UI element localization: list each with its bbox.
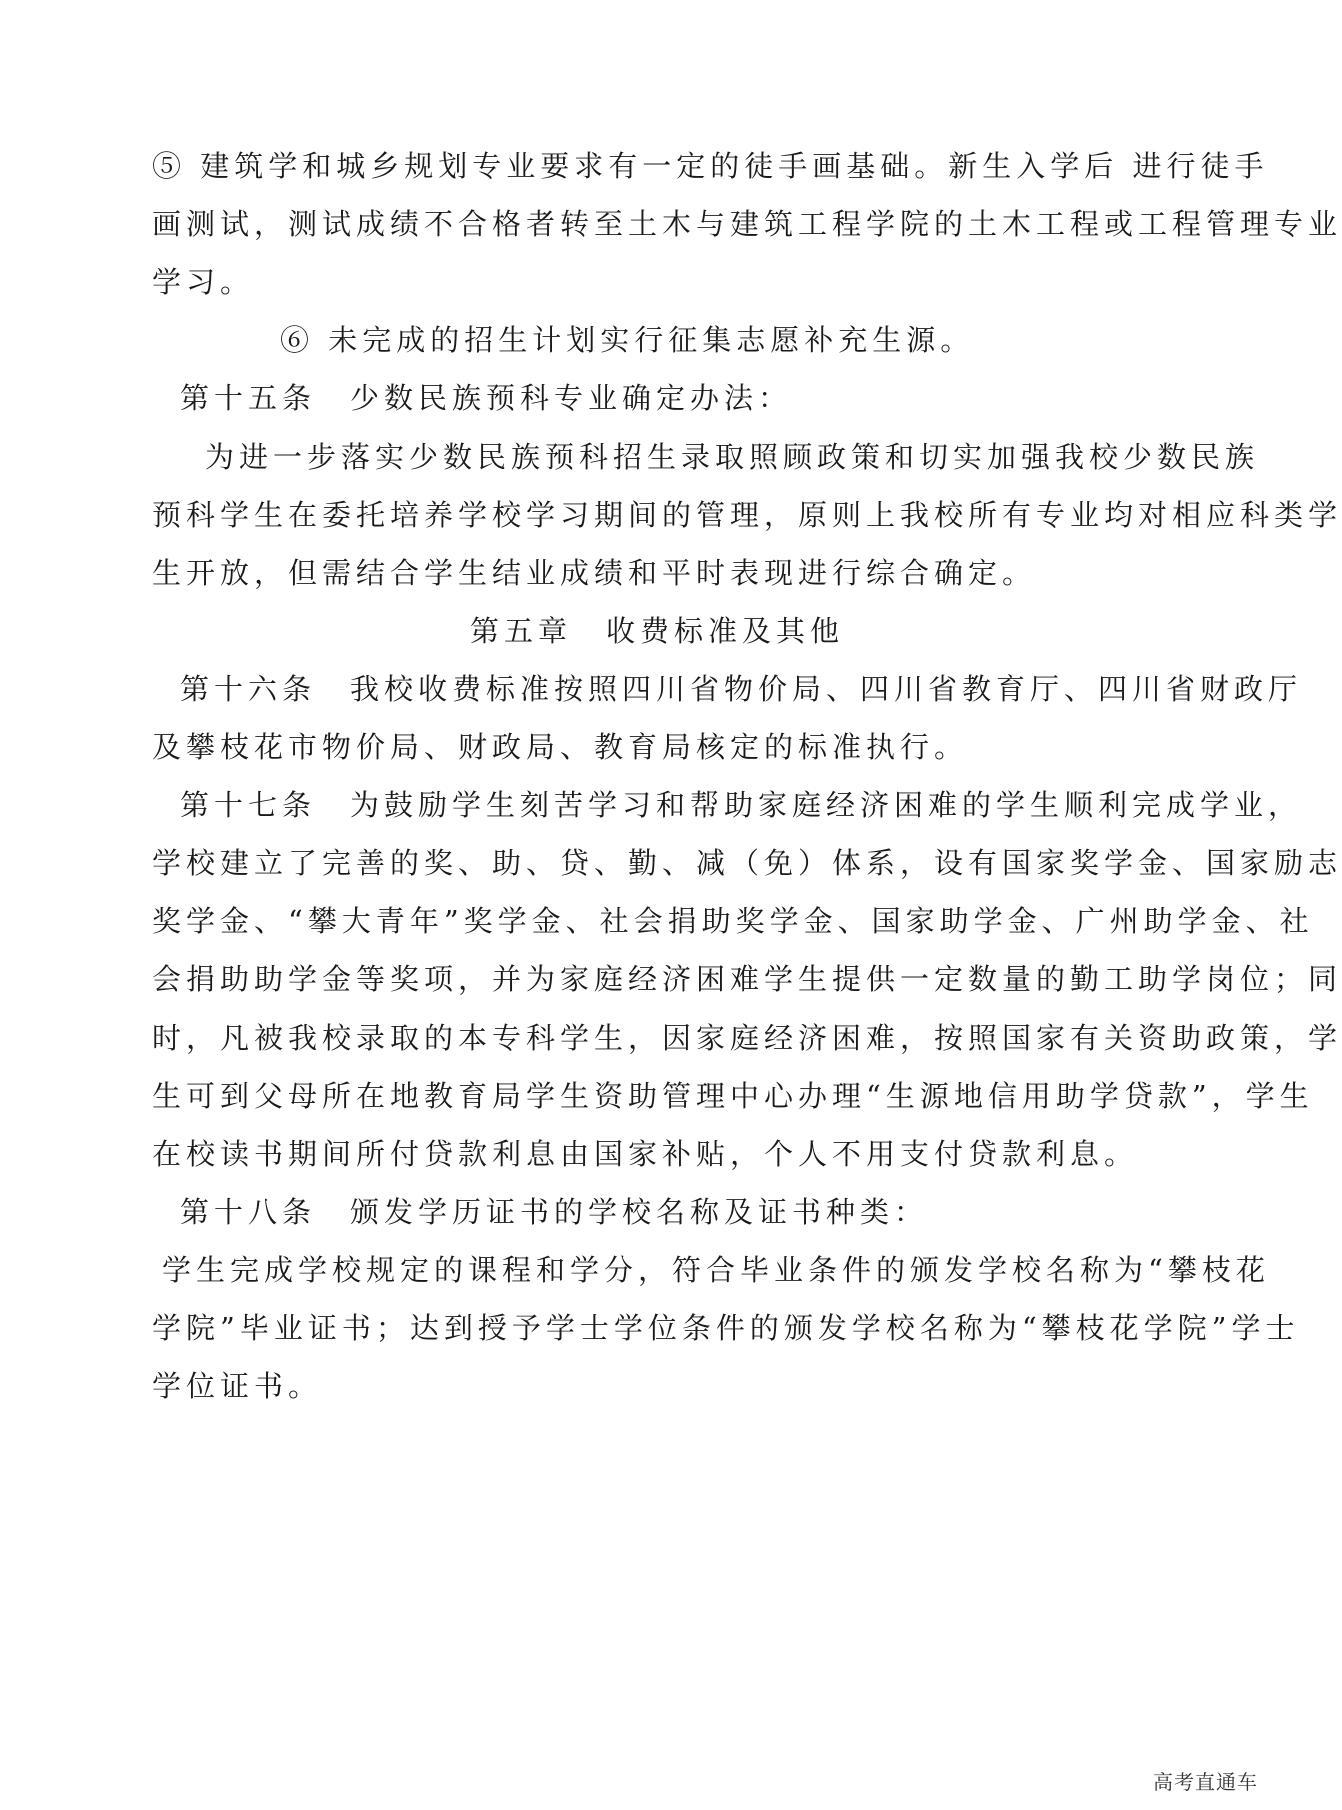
article17-line6: 生可到父母所在地教育局学生资助管理中心办理“生源地信用助学贷款”，学生 <box>152 1079 1314 1113</box>
item5-line1: ⑤ 建筑学和城乡规划专业要求有一定的徒手画基础。新生入学后 进行徒手 <box>152 149 1269 183</box>
article18-line2: 学院”毕业证书；达到授予学士学位条件的颁发学校名称为“攀枝花学院”学士 <box>152 1311 1300 1345</box>
item5-line2: 画测试，测试成绩不合格者转至土木与建筑工程学院的土木工程或工程管理专业 <box>152 207 1342 241</box>
article18-line3: 学位证书。 <box>152 1369 323 1403</box>
article18-heading: 第十八条 颁发学历证书的学校名称及证书种类： <box>180 1195 929 1229</box>
watermark-label: 高考直通车 <box>1153 1770 1258 1794</box>
article15-line3: 生开放，但需结合学生结业成绩和平时表现进行综合确定。 <box>152 556 1037 590</box>
article18-line1: 学生完成学校规定的课程和学分，符合毕业条件的颁发学校名称为“攀枝花 <box>162 1253 1270 1287</box>
item6-line1: ⑥ 未完成的招生计划实行征集志愿补充生源。 <box>280 323 975 357</box>
article17-line5: 时，凡被我校录取的本专科学生，因家庭经济困难，按照国家有关资助政策，学 <box>152 1021 1342 1055</box>
article15-heading: 第十五条 少数民族预科专业确定办法： <box>180 381 793 415</box>
article16-line1: 第十六条 我校收费标准按照四川省物价局、四川省教育厅、四川省财政厅 <box>180 672 1303 706</box>
article15-line2: 预科学生在委托培养学校学习期间的管理，原则上我校所有专业均对相应科类学 <box>152 498 1342 532</box>
article16-line2: 及攀枝花市物价局、财政局、教育局核定的标准执行。 <box>152 730 969 764</box>
article17-line3: 奖学金、“攀大青年”奖学金、社会捐助奖学金、国家助学金、广州助学金、社 <box>152 904 1314 938</box>
article17-line4: 会捐助助学金等奖项，并为家庭经济困难学生提供一定数量的勤工助学岗位；同 <box>152 962 1342 996</box>
article17-line1: 第十七条 为鼓励学生刻苦学习和帮助家庭经济困难的学生顺利完成学业， <box>180 788 1303 822</box>
item5-line3: 学习。 <box>152 265 255 299</box>
article17-line2: 学校建立了完善的奖、助、贷、勤、减（免）体系，设有国家奖学金、国家励志 <box>152 846 1342 880</box>
chapter5-title: 第五章 收费标准及其他 <box>469 614 844 648</box>
article17-line7: 在校读书期间所付贷款利息由国家补贴，个人不用支付贷款利息。 <box>152 1137 1139 1171</box>
article15-line1: 为进一步落实少数民族预科招生录取照顾政策和切实加强我校少数民族 <box>205 440 1260 474</box>
